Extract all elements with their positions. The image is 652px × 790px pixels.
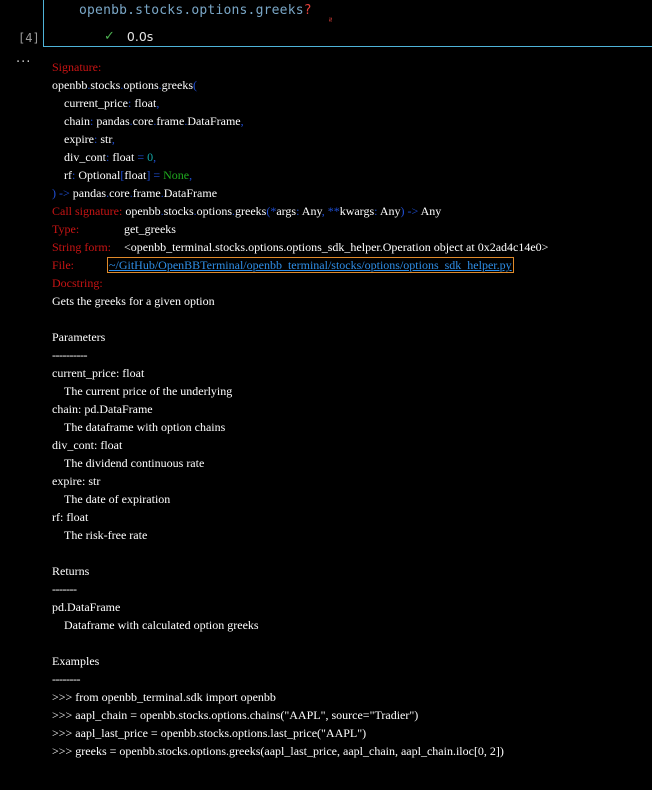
code-text: openbb.stocks.options.greeks bbox=[79, 3, 304, 18]
example-line: >>> greeks = openbb.stocks.options.greeks(aapl_last_price, aapl_chain, aapl_chain.iloc[0, 2]) bbox=[52, 744, 504, 758]
example-line: >>> aapl_last_price = openbb.stocks.options.last_price("AAPL") bbox=[52, 726, 367, 740]
check-icon: ✓ bbox=[104, 29, 115, 44]
docstring-summary: Gets the greeks for a given option bbox=[52, 294, 215, 308]
param-sig-current-price: current_price: float bbox=[52, 366, 145, 380]
param-desc-div-cont: The dividend continuous rate bbox=[64, 456, 205, 470]
signature-label: Signature: bbox=[52, 60, 102, 74]
cell-output bbox=[52, 58, 642, 760]
example-line: >>> from openbb_terminal.sdk import openbb bbox=[52, 690, 276, 704]
docstring-label: Docstring: bbox=[52, 276, 103, 290]
parameters-rule: ---------- bbox=[52, 348, 87, 362]
notebook-code-cell[interactable] bbox=[43, 0, 652, 47]
param-desc-chain: The dataframe with option chains bbox=[64, 420, 226, 434]
param-sig-div-cont: div_cont: float bbox=[52, 438, 123, 452]
file-label: File: bbox=[52, 258, 75, 272]
string-form-line bbox=[52, 238, 642, 256]
execution-duration: 0.0s bbox=[126, 29, 154, 44]
param-sig-chain: chain: pd.DataFrame bbox=[52, 402, 153, 416]
file-line bbox=[52, 256, 642, 274]
file-path-link[interactable]: ~/GitHub/OpenBBTerminal/openbb_terminal/stocks/options/options_sdk_helper.py bbox=[109, 258, 512, 272]
string-form-value: <openbb_terminal.stocks.options.options_sdk_helper.Operation object at 0x2ad4c14e0> bbox=[124, 240, 549, 254]
signature-head: openbb.stocks.options.greeks( bbox=[52, 78, 197, 92]
param-sig-rf: rf: float bbox=[52, 510, 89, 524]
string-form-label: String form: bbox=[52, 240, 111, 254]
type-line bbox=[52, 220, 642, 238]
execution-count: [4] bbox=[18, 31, 40, 45]
help-question-mark: ? bbox=[303, 3, 312, 18]
call-signature-label: Call signature: bbox=[52, 204, 123, 218]
call-signature-line: Call signature: openbb.stocks.options.greeks(*args: Any, **kwargs: Any) -> Any bbox=[52, 204, 442, 218]
example-line: >>> aapl_chain = openbb.stocks.options.chains("AAPL", source="Tradier") bbox=[52, 708, 419, 722]
code-input[interactable] bbox=[79, 3, 312, 18]
execution-status bbox=[104, 29, 153, 44]
signature-param-current-price: current_price: float, bbox=[64, 96, 160, 110]
signature-param-expire: expire: str, bbox=[64, 132, 115, 146]
examples-rule: -------- bbox=[52, 672, 80, 686]
returns-header: Returns bbox=[52, 564, 90, 578]
returns-desc: Dataframe with calculated option greeks bbox=[64, 618, 259, 632]
type-value: get_greeks bbox=[124, 222, 176, 236]
output-more-actions-icon[interactable]: ··· bbox=[16, 55, 32, 70]
param-desc-current-price: The current price of the underlying bbox=[64, 384, 233, 398]
param-sig-expire: expire: str bbox=[52, 474, 101, 488]
parameters-header: Parameters bbox=[52, 330, 106, 344]
signature-param-chain: chain: pandas.core.frame.DataFrame, bbox=[64, 114, 244, 128]
returns-rule: ------- bbox=[52, 582, 77, 596]
returns-type: pd.DataFrame bbox=[52, 600, 121, 614]
signature-param-div-cont: div_cont: float = 0, bbox=[64, 150, 157, 164]
signature-param-rf: rf: Optional[float] = None, bbox=[64, 168, 193, 182]
signature-return: ) -> pandas.core.frame.DataFrame bbox=[52, 186, 218, 200]
examples-header: Examples bbox=[52, 654, 100, 668]
type-label: Type: bbox=[52, 222, 80, 236]
param-desc-expire: The date of expiration bbox=[64, 492, 171, 506]
param-desc-rf: The risk-free rate bbox=[64, 528, 148, 542]
error-squiggle-icon: ≈ bbox=[325, 17, 335, 22]
